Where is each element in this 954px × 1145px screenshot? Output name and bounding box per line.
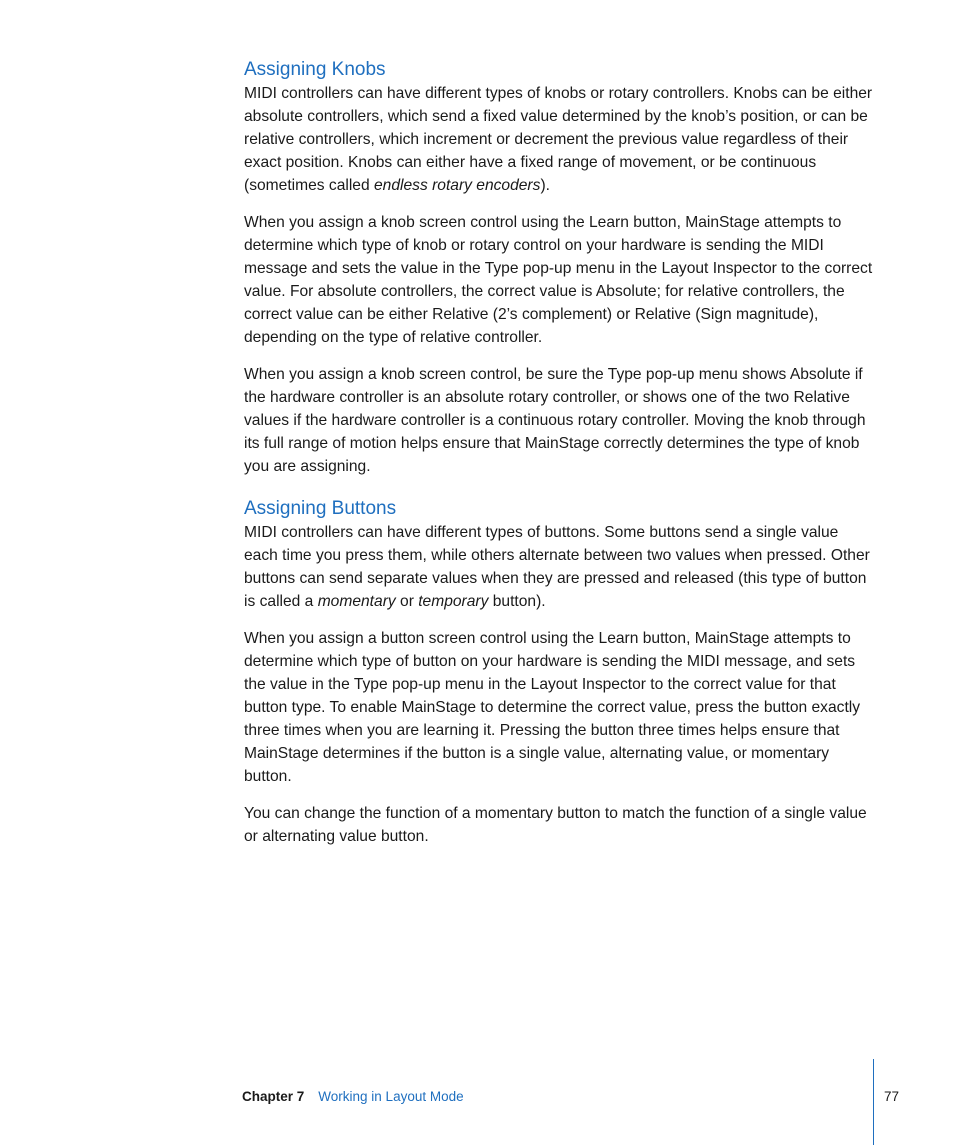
heading-assigning-buttons: Assigning Buttons: [244, 498, 397, 519]
section-assigning-knobs: [244, 58, 874, 478]
buttons-p1-text-mid: or: [395, 593, 419, 610]
buttons-p1-emphasis-temporary: temporary: [418, 593, 489, 610]
buttons-p1-text-a: MIDI controllers can have different types of buttons. Some buttons send a single value each time you press them, while others alternate between two values when pressed. Other buttons can send separate values when they are pressed and released (this type of button is called a: [244, 524, 870, 610]
chapter-title: Working in Layout Mode: [318, 1089, 464, 1104]
knobs-paragraph-2: When you assign a knob screen control using the Learn button, MainStage attempts to determine which type of knob or rotary control on your hardware is sending the MIDI message and sets the value in the Type pop-up menu in the Layout Inspector to the correct value. For absolute controllers, the correct value is Absolute; for relative controllers, the correct value can be either Relative (2’s complement) or Relative (Sign magnitude), depending on the type of relative controller.: [244, 214, 873, 346]
heading-assigning-knobs: Assigning Knobs: [244, 59, 386, 80]
knobs-p1-text-b: ).: [540, 177, 550, 194]
buttons-p1-text-b: button).: [488, 593, 546, 610]
knobs-p1-emphasis: endless rotary encoders: [374, 177, 541, 194]
buttons-p1-emphasis-momentary: momentary: [317, 593, 396, 610]
buttons-paragraph-2: When you assign a button screen control using the Learn button, MainStage attempts to determine which type of button on your hardware is sending the MIDI message, and sets the value in the Type pop-up menu in the Layout Inspector to the correct value for that button type. To enable MainStage to determine the correct value, press the button exactly three times when you are learning it. Pressing the button three times helps ensure that MainStage determines if the button is a single value, alternating value, or momentary button.: [244, 630, 861, 785]
chapter-label: Chapter 7: [242, 1089, 305, 1104]
page-footer: [242, 1088, 464, 1106]
knobs-p1-text-a: MIDI controllers can have different types of knobs or rotary controllers. Knobs can be either absolute controllers, which send a fixed value determined by the knob’s position, or can be relative controllers, which increment or decrement the previous value regardless of their exact position. Knobs can either have a fixed range of movement, or be continuous (sometimes called: [244, 85, 873, 194]
section-assigning-buttons: [244, 497, 874, 848]
buttons-paragraph-1: [244, 521, 874, 613]
page-content: [244, 58, 874, 867]
footer-divider: [873, 1059, 874, 1145]
knobs-paragraph-1: [244, 82, 874, 197]
page-number: 77: [884, 1089, 900, 1104]
buttons-paragraph-3: You can change the function of a momentary button to match the function of a single value or alternating value button.: [244, 805, 867, 845]
knobs-paragraph-3: When you assign a knob screen control, be sure the Type pop-up menu shows Absolute if the hardware controller is an absolute rotary controller, or shows one of the two Relative values if the hardware controller is a continuous rotary controller. Moving the knob through its full range of motion helps ensure that MainStage correctly determines the type of knob you are assigning.: [244, 366, 866, 475]
